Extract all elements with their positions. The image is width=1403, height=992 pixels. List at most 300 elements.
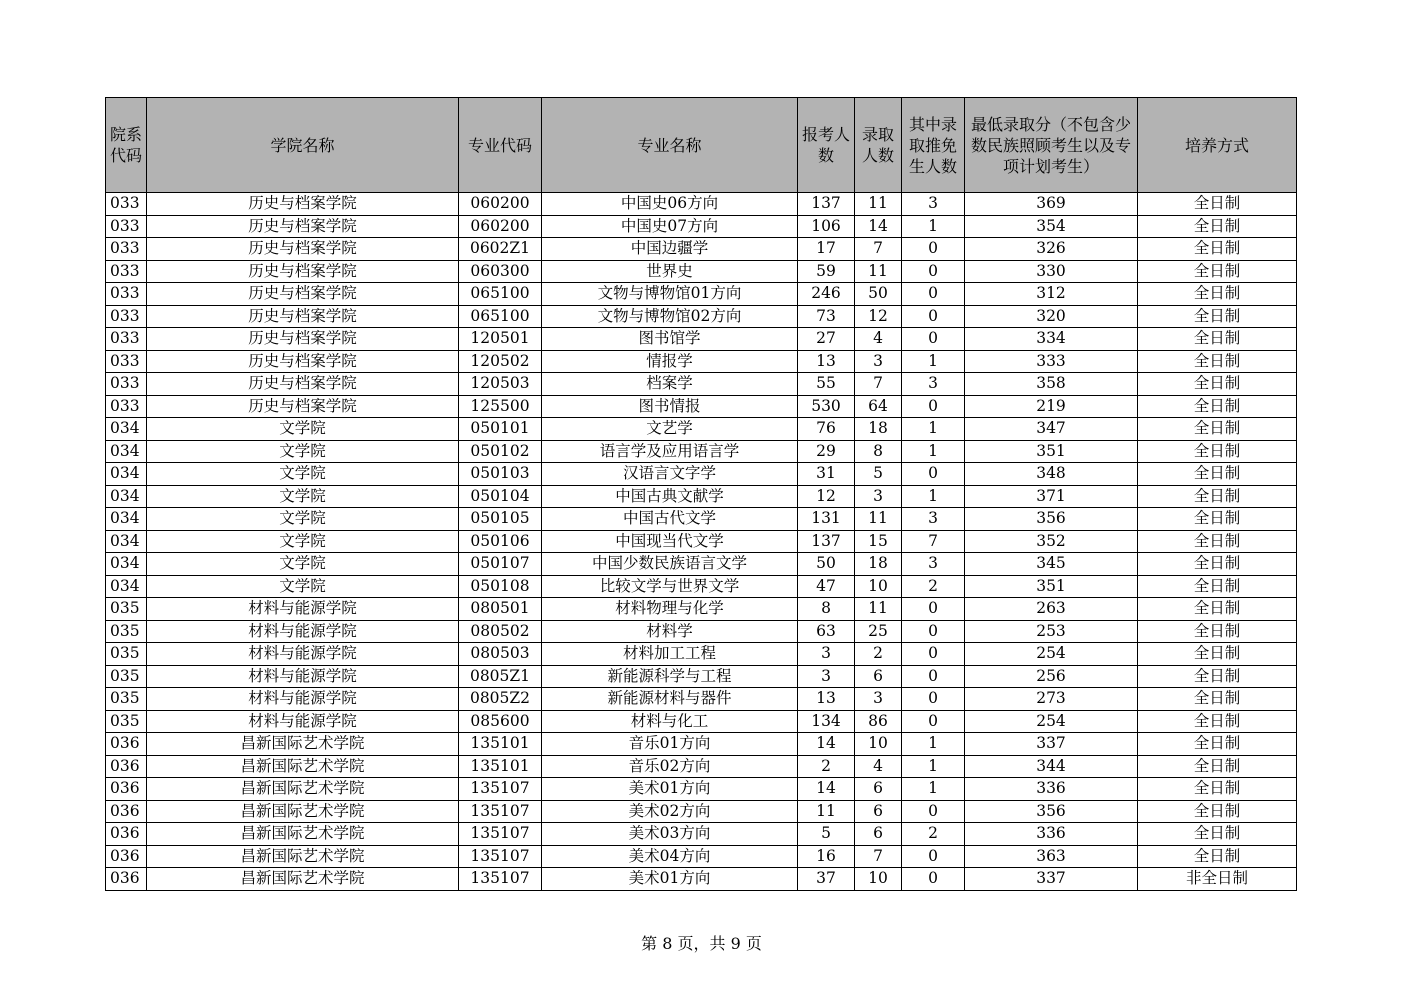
- mode-cell: 全日制: [1138, 778, 1297, 801]
- mode-cell: 全日制: [1138, 283, 1297, 306]
- dept-code-cell: 033: [106, 305, 147, 328]
- major-code-cell: 050104: [459, 485, 542, 508]
- applicants-cell: 37: [798, 868, 855, 891]
- major-code-cell: 050103: [459, 463, 542, 486]
- table-row: [106, 598, 1297, 621]
- min-score-cell: 330: [965, 260, 1138, 283]
- college-cell: 昌新国际艺术学院: [147, 845, 459, 868]
- exempt-cell: 1: [902, 778, 965, 801]
- min-score-cell: 253: [965, 620, 1138, 643]
- major-cell: 材料加工工程: [542, 643, 798, 666]
- admitted-cell: 2: [855, 643, 902, 666]
- admitted-cell: 4: [855, 328, 902, 351]
- major-code-cell: 080501: [459, 598, 542, 621]
- exempt-cell: 3: [902, 553, 965, 576]
- exempt-cell: 1: [902, 733, 965, 756]
- admitted-cell: 18: [855, 553, 902, 576]
- table-row: [106, 823, 1297, 846]
- mode-cell: 全日制: [1138, 755, 1297, 778]
- exempt-cell: 7: [902, 530, 965, 553]
- dept-code-cell: 033: [106, 328, 147, 351]
- table-row: [106, 418, 1297, 441]
- major-code-cell: 120502: [459, 350, 542, 373]
- admitted-cell: 4: [855, 755, 902, 778]
- college-cell: 文学院: [147, 463, 459, 486]
- mode-cell: 全日制: [1138, 350, 1297, 373]
- exempt-cell: 0: [902, 688, 965, 711]
- dept-code-cell: 036: [106, 778, 147, 801]
- major-cell: 材料学: [542, 620, 798, 643]
- applicants-cell: 246: [798, 283, 855, 306]
- exempt-cell: 0: [902, 665, 965, 688]
- mode-cell: 全日制: [1138, 193, 1297, 216]
- exempt-cell: 2: [902, 575, 965, 598]
- college-cell: 材料与能源学院: [147, 665, 459, 688]
- exempt-cell: 0: [902, 260, 965, 283]
- admitted-cell: 64: [855, 395, 902, 418]
- college-cell: 昌新国际艺术学院: [147, 778, 459, 801]
- table-body: [106, 193, 1297, 891]
- college-cell: 历史与档案学院: [147, 350, 459, 373]
- mode-cell: 全日制: [1138, 260, 1297, 283]
- major-code-cell: 0602Z1: [459, 238, 542, 261]
- min-score-cell: 256: [965, 665, 1138, 688]
- exempt-cell: 0: [902, 395, 965, 418]
- admitted-cell: 3: [855, 688, 902, 711]
- min-score-cell: 351: [965, 440, 1138, 463]
- min-score-cell: 312: [965, 283, 1138, 306]
- table-row: [106, 778, 1297, 801]
- applicants-cell: 16: [798, 845, 855, 868]
- exempt-cell: 1: [902, 215, 965, 238]
- table-row: [106, 733, 1297, 756]
- min-score-cell: 254: [965, 710, 1138, 733]
- dept-code-cell: 035: [106, 643, 147, 666]
- table-row: [106, 620, 1297, 643]
- admitted-cell: 11: [855, 260, 902, 283]
- major-cell: 音乐02方向: [542, 755, 798, 778]
- exempt-cell: 1: [902, 440, 965, 463]
- applicants-cell: 3: [798, 643, 855, 666]
- exempt-cell: 0: [902, 305, 965, 328]
- dept-code-cell: 034: [106, 463, 147, 486]
- min-score-cell: 336: [965, 778, 1138, 801]
- major-cell: 材料物理与化学: [542, 598, 798, 621]
- applicants-cell: 55: [798, 373, 855, 396]
- table-row: [106, 193, 1297, 216]
- table-row: [106, 845, 1297, 868]
- table-row: [106, 508, 1297, 531]
- admitted-cell: 8: [855, 440, 902, 463]
- exempt-cell: 3: [902, 508, 965, 531]
- table-row: [106, 440, 1297, 463]
- major-code-cell: 135107: [459, 778, 542, 801]
- major-cell: 新能源材料与器件: [542, 688, 798, 711]
- mode-cell: 全日制: [1138, 553, 1297, 576]
- applicants-cell: 131: [798, 508, 855, 531]
- major-cell: 美术04方向: [542, 845, 798, 868]
- mode-cell: 全日制: [1138, 463, 1297, 486]
- applicants-cell: 59: [798, 260, 855, 283]
- major-cell: 中国少数民族语言文学: [542, 553, 798, 576]
- mode-cell: 全日制: [1138, 238, 1297, 261]
- college-cell: 文学院: [147, 508, 459, 531]
- applicants-cell: 3: [798, 665, 855, 688]
- major-code-cell: 085600: [459, 710, 542, 733]
- applicants-cell: 76: [798, 418, 855, 441]
- applicants-cell: 134: [798, 710, 855, 733]
- college-cell: 材料与能源学院: [147, 688, 459, 711]
- dept-code-cell: 036: [106, 800, 147, 823]
- table-row: [106, 868, 1297, 891]
- major-cell: 文物与博物馆02方向: [542, 305, 798, 328]
- major-cell: 中国现当代文学: [542, 530, 798, 553]
- exempt-cell: 1: [902, 485, 965, 508]
- dept-code-cell: 033: [106, 395, 147, 418]
- min-score-cell: 337: [965, 733, 1138, 756]
- major-code-cell: 065100: [459, 305, 542, 328]
- major-cell: 中国边疆学: [542, 238, 798, 261]
- admitted-cell: 10: [855, 575, 902, 598]
- exempt-cell: 0: [902, 710, 965, 733]
- college-cell: 历史与档案学院: [147, 283, 459, 306]
- major-code-cell: 120501: [459, 328, 542, 351]
- dept-code-cell: 033: [106, 193, 147, 216]
- header-college: 学院名称: [147, 98, 459, 193]
- mode-cell: 全日制: [1138, 823, 1297, 846]
- table-row: [106, 575, 1297, 598]
- applicants-cell: 31: [798, 463, 855, 486]
- admitted-cell: 86: [855, 710, 902, 733]
- dept-code-cell: 035: [106, 665, 147, 688]
- major-cell: 比较文学与世界文学: [542, 575, 798, 598]
- exempt-cell: 2: [902, 823, 965, 846]
- exempt-cell: 0: [902, 643, 965, 666]
- table-row: [106, 238, 1297, 261]
- applicants-cell: 12: [798, 485, 855, 508]
- table-row: [106, 688, 1297, 711]
- admission-table: [105, 97, 1297, 891]
- mode-cell: 全日制: [1138, 688, 1297, 711]
- applicants-cell: 106: [798, 215, 855, 238]
- applicants-cell: 47: [798, 575, 855, 598]
- exempt-cell: 0: [902, 868, 965, 891]
- mode-cell: 全日制: [1138, 508, 1297, 531]
- major-cell: 图书情报: [542, 395, 798, 418]
- college-cell: 文学院: [147, 440, 459, 463]
- exempt-cell: 0: [902, 238, 965, 261]
- table-row: [106, 373, 1297, 396]
- admitted-cell: 15: [855, 530, 902, 553]
- mode-cell: 全日制: [1138, 620, 1297, 643]
- admitted-cell: 5: [855, 463, 902, 486]
- exempt-cell: 1: [902, 755, 965, 778]
- college-cell: 历史与档案学院: [147, 395, 459, 418]
- major-cell: 情报学: [542, 350, 798, 373]
- admitted-cell: 12: [855, 305, 902, 328]
- min-score-cell: 273: [965, 688, 1138, 711]
- college-cell: 文学院: [147, 530, 459, 553]
- header-exempt: 其中录取推免生人数: [902, 98, 965, 193]
- major-cell: 中国史06方向: [542, 193, 798, 216]
- admitted-cell: 7: [855, 845, 902, 868]
- major-code-cell: 060200: [459, 193, 542, 216]
- major-cell: 音乐01方向: [542, 733, 798, 756]
- major-code-cell: 050102: [459, 440, 542, 463]
- college-cell: 昌新国际艺术学院: [147, 755, 459, 778]
- table-row: [106, 305, 1297, 328]
- major-code-cell: 060300: [459, 260, 542, 283]
- mode-cell: 全日制: [1138, 440, 1297, 463]
- min-score-cell: 334: [965, 328, 1138, 351]
- min-score-cell: 348: [965, 463, 1138, 486]
- min-score-cell: 347: [965, 418, 1138, 441]
- major-code-cell: 135107: [459, 845, 542, 868]
- mode-cell: 非全日制: [1138, 868, 1297, 891]
- exempt-cell: 0: [902, 598, 965, 621]
- major-code-cell: 0805Z2: [459, 688, 542, 711]
- major-code-cell: 125500: [459, 395, 542, 418]
- admitted-cell: 7: [855, 373, 902, 396]
- header-major: 专业名称: [542, 98, 798, 193]
- applicants-cell: 5: [798, 823, 855, 846]
- min-score-cell: 333: [965, 350, 1138, 373]
- major-cell: 新能源科学与工程: [542, 665, 798, 688]
- major-cell: 材料与化工: [542, 710, 798, 733]
- admitted-cell: 3: [855, 350, 902, 373]
- exempt-cell: 0: [902, 283, 965, 306]
- major-code-cell: 060200: [459, 215, 542, 238]
- admitted-cell: 18: [855, 418, 902, 441]
- min-score-cell: 358: [965, 373, 1138, 396]
- admitted-cell: 6: [855, 778, 902, 801]
- applicants-cell: 530: [798, 395, 855, 418]
- min-score-cell: 363: [965, 845, 1138, 868]
- table-row: [106, 643, 1297, 666]
- dept-code-cell: 034: [106, 530, 147, 553]
- major-code-cell: 080502: [459, 620, 542, 643]
- dept-code-cell: 033: [106, 260, 147, 283]
- exempt-cell: 0: [902, 620, 965, 643]
- admitted-cell: 11: [855, 508, 902, 531]
- major-cell: 美术01方向: [542, 868, 798, 891]
- header-mode: 培养方式: [1138, 98, 1297, 193]
- college-cell: 材料与能源学院: [147, 643, 459, 666]
- applicants-cell: 11: [798, 800, 855, 823]
- min-score-cell: 263: [965, 598, 1138, 621]
- mode-cell: 全日制: [1138, 598, 1297, 621]
- table-row: [106, 800, 1297, 823]
- admitted-cell: 50: [855, 283, 902, 306]
- college-cell: 历史与档案学院: [147, 328, 459, 351]
- table-row: [106, 710, 1297, 733]
- dept-code-cell: 033: [106, 350, 147, 373]
- table-row: [106, 350, 1297, 373]
- applicants-cell: 14: [798, 778, 855, 801]
- dept-code-cell: 034: [106, 440, 147, 463]
- applicants-cell: 8: [798, 598, 855, 621]
- table-row: [106, 530, 1297, 553]
- table-row: [106, 755, 1297, 778]
- college-cell: 材料与能源学院: [147, 598, 459, 621]
- mode-cell: 全日制: [1138, 665, 1297, 688]
- mode-cell: 全日制: [1138, 530, 1297, 553]
- dept-code-cell: 034: [106, 575, 147, 598]
- table-row: [106, 283, 1297, 306]
- header-major-code: 专业代码: [459, 98, 542, 193]
- applicants-cell: 17: [798, 238, 855, 261]
- applicants-cell: 27: [798, 328, 855, 351]
- dept-code-cell: 035: [106, 598, 147, 621]
- admitted-cell: 3: [855, 485, 902, 508]
- college-cell: 昌新国际艺术学院: [147, 733, 459, 756]
- min-score-cell: 219: [965, 395, 1138, 418]
- table-row: [106, 395, 1297, 418]
- college-cell: 历史与档案学院: [147, 260, 459, 283]
- major-code-cell: 050107: [459, 553, 542, 576]
- major-code-cell: 0805Z1: [459, 665, 542, 688]
- applicants-cell: 13: [798, 350, 855, 373]
- college-cell: 历史与档案学院: [147, 305, 459, 328]
- major-cell: 汉语言文字学: [542, 463, 798, 486]
- header-applicants: 报考人数: [798, 98, 855, 193]
- major-code-cell: 050101: [459, 418, 542, 441]
- college-cell: 昌新国际艺术学院: [147, 823, 459, 846]
- admitted-cell: 6: [855, 800, 902, 823]
- college-cell: 文学院: [147, 575, 459, 598]
- admitted-cell: 14: [855, 215, 902, 238]
- mode-cell: 全日制: [1138, 733, 1297, 756]
- min-score-cell: 254: [965, 643, 1138, 666]
- admitted-cell: 11: [855, 598, 902, 621]
- table-row: [106, 665, 1297, 688]
- page-footer: 第 8 页，共 9 页: [641, 934, 762, 953]
- college-cell: 昌新国际艺术学院: [147, 868, 459, 891]
- min-score-cell: 351: [965, 575, 1138, 598]
- mode-cell: 全日制: [1138, 845, 1297, 868]
- major-code-cell: 065100: [459, 283, 542, 306]
- dept-code-cell: 036: [106, 755, 147, 778]
- major-cell: 文物与博物馆01方向: [542, 283, 798, 306]
- exempt-cell: 0: [902, 463, 965, 486]
- dept-code-cell: 033: [106, 215, 147, 238]
- min-score-cell: 356: [965, 508, 1138, 531]
- dept-code-cell: 033: [106, 373, 147, 396]
- table-header: [106, 98, 1297, 193]
- min-score-cell: 354: [965, 215, 1138, 238]
- exempt-cell: 3: [902, 373, 965, 396]
- major-code-cell: 050106: [459, 530, 542, 553]
- dept-code-cell: 036: [106, 868, 147, 891]
- major-cell: 图书馆学: [542, 328, 798, 351]
- admission-table-container: [105, 97, 1297, 891]
- applicants-cell: 2: [798, 755, 855, 778]
- applicants-cell: 73: [798, 305, 855, 328]
- dept-code-cell: 033: [106, 238, 147, 261]
- min-score-cell: 352: [965, 530, 1138, 553]
- min-score-cell: 320: [965, 305, 1138, 328]
- table-row: [106, 553, 1297, 576]
- applicants-cell: 14: [798, 733, 855, 756]
- college-cell: 昌新国际艺术学院: [147, 800, 459, 823]
- major-code-cell: 135101: [459, 733, 542, 756]
- exempt-cell: 0: [902, 845, 965, 868]
- dept-code-cell: 035: [106, 710, 147, 733]
- dept-code-cell: 036: [106, 733, 147, 756]
- exempt-cell: 0: [902, 328, 965, 351]
- header-admitted: 录取人数: [855, 98, 902, 193]
- exempt-cell: 1: [902, 418, 965, 441]
- dept-code-cell: 033: [106, 283, 147, 306]
- major-code-cell: 135107: [459, 823, 542, 846]
- major-cell: 档案学: [542, 373, 798, 396]
- table-row: [106, 215, 1297, 238]
- major-code-cell: 050105: [459, 508, 542, 531]
- college-cell: 文学院: [147, 553, 459, 576]
- college-cell: 历史与档案学院: [147, 373, 459, 396]
- dept-code-cell: 036: [106, 823, 147, 846]
- header-min-score: 最低录取分（不包含少数民族照顾考生以及专项计划考生）: [965, 98, 1138, 193]
- min-score-cell: 356: [965, 800, 1138, 823]
- mode-cell: 全日制: [1138, 328, 1297, 351]
- major-cell: 中国史07方向: [542, 215, 798, 238]
- college-cell: 历史与档案学院: [147, 238, 459, 261]
- major-cell: 中国古代文学: [542, 508, 798, 531]
- applicants-cell: 63: [798, 620, 855, 643]
- admitted-cell: 10: [855, 868, 902, 891]
- major-cell: 美术01方向: [542, 778, 798, 801]
- dept-code-cell: 035: [106, 688, 147, 711]
- major-cell: 文艺学: [542, 418, 798, 441]
- major-code-cell: 080503: [459, 643, 542, 666]
- college-cell: 材料与能源学院: [147, 710, 459, 733]
- table-row: [106, 328, 1297, 351]
- mode-cell: 全日制: [1138, 305, 1297, 328]
- mode-cell: 全日制: [1138, 710, 1297, 733]
- admitted-cell: 11: [855, 193, 902, 216]
- mode-cell: 全日制: [1138, 643, 1297, 666]
- college-cell: 材料与能源学院: [147, 620, 459, 643]
- admitted-cell: 6: [855, 823, 902, 846]
- mode-cell: 全日制: [1138, 395, 1297, 418]
- applicants-cell: 50: [798, 553, 855, 576]
- college-cell: 历史与档案学院: [147, 193, 459, 216]
- applicants-cell: 137: [798, 193, 855, 216]
- min-score-cell: 326: [965, 238, 1138, 261]
- admitted-cell: 25: [855, 620, 902, 643]
- dept-code-cell: 034: [106, 508, 147, 531]
- mode-cell: 全日制: [1138, 373, 1297, 396]
- exempt-cell: 0: [902, 800, 965, 823]
- exempt-cell: 1: [902, 350, 965, 373]
- min-score-cell: 337: [965, 868, 1138, 891]
- min-score-cell: 371: [965, 485, 1138, 508]
- mode-cell: 全日制: [1138, 575, 1297, 598]
- major-cell: 语言学及应用语言学: [542, 440, 798, 463]
- table-row: [106, 260, 1297, 283]
- dept-code-cell: 034: [106, 485, 147, 508]
- college-cell: 文学院: [147, 485, 459, 508]
- major-code-cell: 050108: [459, 575, 542, 598]
- min-score-cell: 345: [965, 553, 1138, 576]
- table-row: [106, 463, 1297, 486]
- major-cell: 世界史: [542, 260, 798, 283]
- major-code-cell: 120503: [459, 373, 542, 396]
- applicants-cell: 29: [798, 440, 855, 463]
- college-cell: 历史与档案学院: [147, 215, 459, 238]
- exempt-cell: 3: [902, 193, 965, 216]
- dept-code-cell: 036: [106, 845, 147, 868]
